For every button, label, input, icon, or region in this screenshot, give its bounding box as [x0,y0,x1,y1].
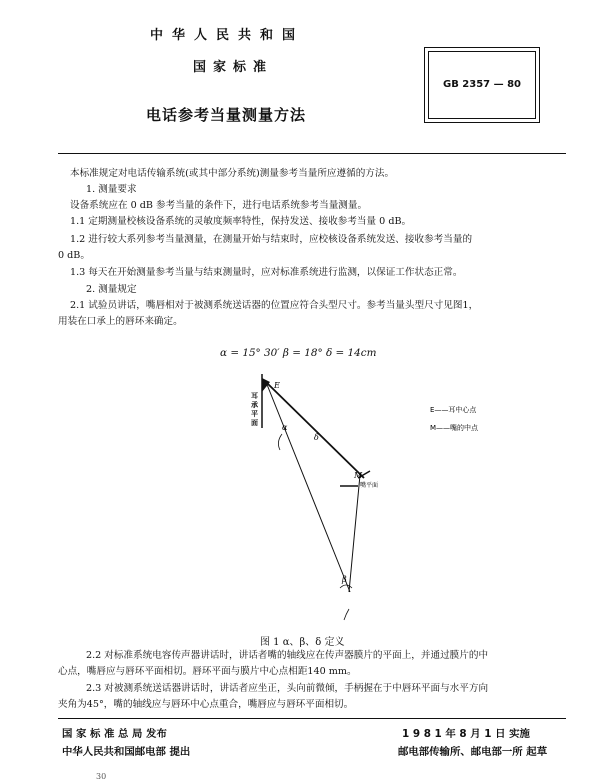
clause-2-3-line2: 夹角为45°，嘴的轴线应与唇环中心点重合，嘴唇应与唇环平面相切。 [58,699,354,710]
beta-arc [340,585,352,588]
section-2-heading: 2. 测量规定 [86,284,137,295]
alpha-arc [278,434,282,450]
line-E-apex [266,382,350,592]
legend-M: M——嘴的中点 [430,424,479,432]
section-1-text: 设备系统应在 0 dB 参考当量的条件下，进行电话系统参考当量测量。 [70,200,368,211]
label-beta: β [342,575,347,584]
clause-1-1: 1.1 定期测量校核设备系统的灵敏度频率特性，保持发送、接收参考当量 0 dB。 [70,216,412,227]
clause-1-3: 1.3 每天在开始测量参考当量与结束测量时，应对标准系统进行监测，以保证工作状态正常。 [70,267,463,278]
country-name: 中华人民共和国 [150,28,305,43]
standard-number: GB 2357 — 80 [442,79,522,90]
proposer: 中华人民共和国邮电部 提出 [62,746,191,758]
clause-2-2-line1: 2.2 对标准系统电容传声器讲话时，讲话者嘴的轴线应在传声器膜片的平面上，并通过膜片的中 [86,650,489,661]
clause-1-2-line2: 0 dB。 [58,250,90,261]
mouth-plane-label: 嘴平面 [360,482,379,489]
clause-2-1-line2: 用装在口承上的唇环来确定。 [58,316,183,327]
figure-1-diagram [240,370,570,630]
label-alpha: α [282,423,288,432]
label-E: E [274,381,280,390]
clause-2-3-line1: 2.3 对被测系统送话器讲话时，讲话者应坐正，头向前微倾，手柄握在于中唇环平面与水平方向 [86,683,489,694]
effective-date: 1 9 8 1 年 8 月 1 日 实施 [402,728,530,740]
standard-number-box [424,47,540,123]
document-title: 电话参考当量测量方法 [146,106,307,124]
angle-formula: α = 15° 30′ β = 18° δ = 14cm [220,347,377,359]
issuer: 国 家 标 准 总 局 发布 [62,728,167,740]
intro-paragraph: 本标准规定对电话传输系统(或其中部分系统)测量参考当量所应遵循的方法。 [70,168,395,179]
standard-type: 国家标准 [193,60,274,75]
ear-plane-label: 耳承平面 [251,392,258,427]
page-number: 30 [96,772,107,781]
bottom-tick [344,609,349,620]
header-rule [58,153,566,154]
clause-1-2-line1: 1.2 进行较大系列参考当量测量，在测量开始与结束时，应校核设备系统发送、接收参考当量的 [70,234,473,245]
section-1-heading: 1. 测量要求 [86,184,137,195]
footer-rule [58,718,566,719]
clause-2-1-line1: 2.1 试验员讲话，嘴唇相对于被测系统送话器的位置应符合头型尺寸。参考当量头型尺寸见图1， [70,300,479,311]
label-M: M [354,471,363,480]
figure-1-caption: 图 1 α、β、δ 定义 [260,637,345,648]
label-delta: δ [314,433,319,442]
clause-2-2-line2: 心点，嘴唇应与唇环平面相切。唇环平面与膜片中心点相距140 mm。 [58,666,357,677]
drafter: 邮电部传输所、邮电部一所 起草 [398,746,548,758]
legend-E: E——耳中心点 [430,406,477,414]
line-M-apex [349,475,360,592]
